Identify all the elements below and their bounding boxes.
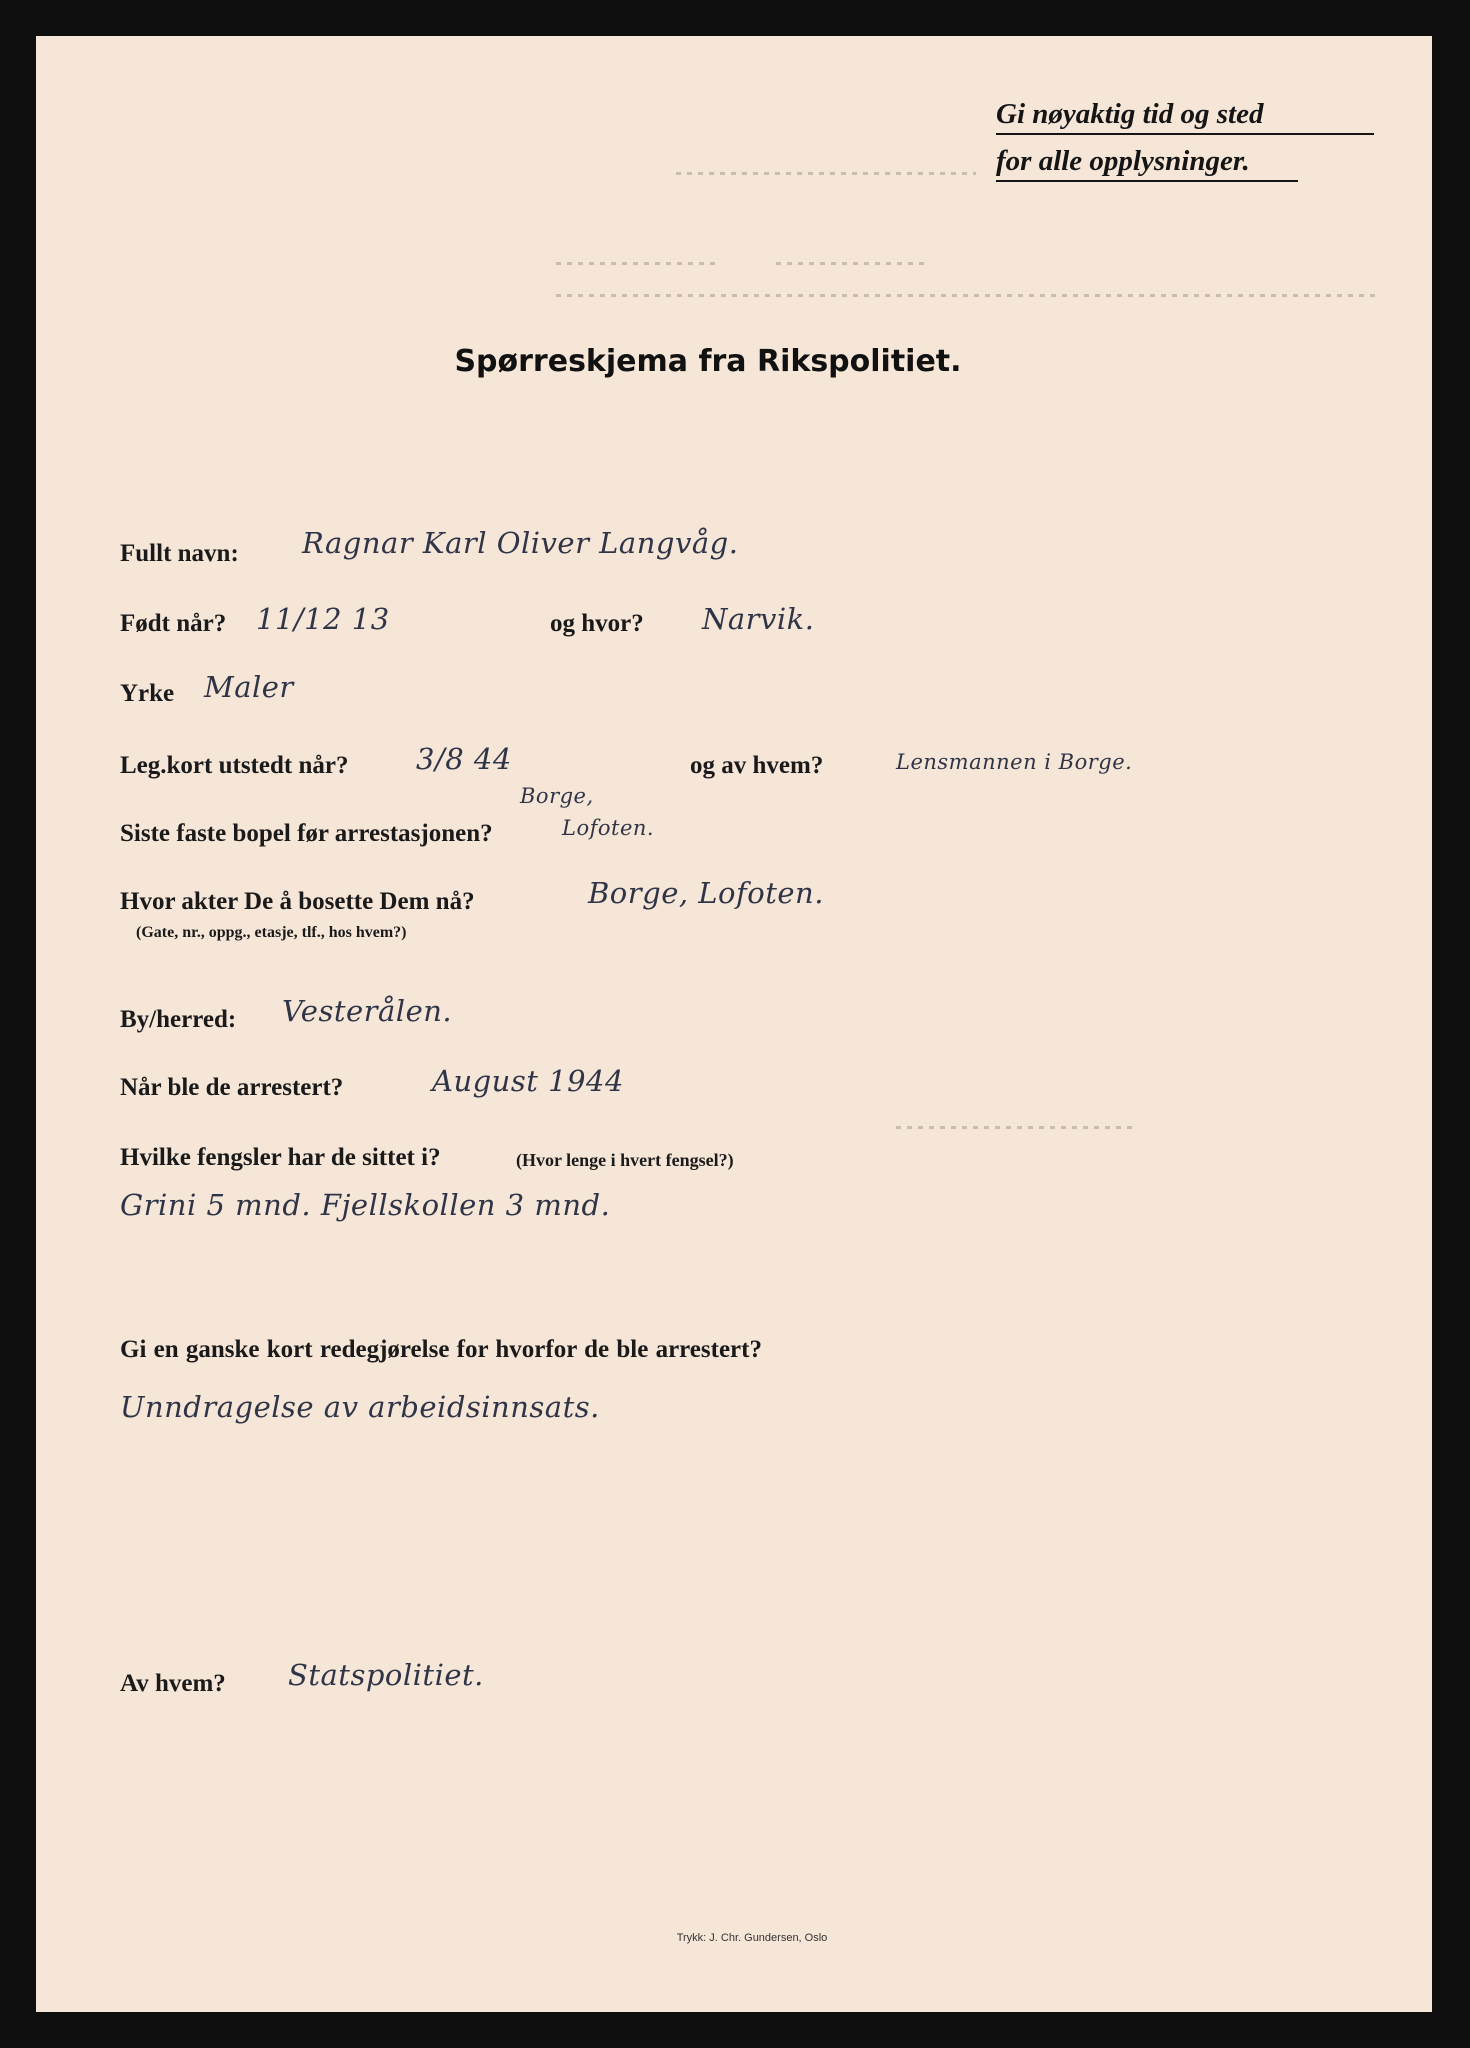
full-name-label: Fullt navn: (120, 540, 239, 567)
future-address-note: (Gate, nr., oppg., etasje, tlf., hos hvem?) (136, 924, 407, 941)
future-address-value: Borge, Lofoten. (588, 876, 824, 910)
municipality-label: By/herred: (120, 1006, 237, 1033)
id-issued-by-value: Lensmannen i Borge. (896, 750, 1133, 774)
instruction-box (996, 98, 1374, 192)
occupation-label: Yrke (120, 680, 175, 707)
occupation-value: Maler (204, 670, 294, 704)
prisons-value: Grini 5 mnd. Fjellskollen 3 mnd. (120, 1188, 611, 1222)
future-address-label: Hvor akter De å bosette Dem nå? (120, 888, 475, 915)
arrested-by-label: Av hvem? (120, 1670, 226, 1697)
bleed-through-mark (556, 294, 1376, 297)
born-when-value: 11/12 13 (256, 602, 390, 636)
arrested-when-value: August 1944 (432, 1064, 624, 1098)
id-issued-when-label: Leg.kort utstedt når? (120, 752, 349, 779)
last-address-label: Siste faste bopel før arrestasjonen? (120, 820, 493, 847)
instruction-line-1: Gi nøyaktig tid og sted (996, 98, 1374, 135)
bleed-through-mark (896, 1126, 1136, 1129)
form-page (36, 36, 1432, 2012)
prisons-label: Hvilke fengsler har de sittet i? (120, 1144, 441, 1171)
born-when-label: Født når? (120, 610, 227, 637)
born-where-label: og hvor? (550, 610, 644, 637)
born-where-value: Narvik. (702, 602, 815, 636)
prisons-note: (Hvor lenge i hvert fengsel?) (516, 1150, 734, 1170)
bleed-through-mark (776, 262, 926, 265)
reason-value: Unndragelse av arbeidsinnsats. (120, 1390, 600, 1424)
id-issued-when-value: 3/8 44 (416, 742, 512, 776)
reason-label: Gi en ganske kort redegjørelse for hvorfor de ble arrestert? (120, 1336, 762, 1363)
instruction-line-2: for alle opplysninger. (996, 145, 1298, 182)
form-title: Spørreskjema fra Rikspolitiet. (454, 344, 962, 379)
bleed-through-mark (556, 262, 716, 265)
arrested-when-label: Når ble de arrestert? (120, 1074, 344, 1101)
printer-imprint: Trykk: J. Chr. Gundersen, Oslo (676, 1932, 828, 1944)
arrested-by-value: Statspolitiet. (288, 1658, 484, 1692)
last-address-value: Lofoten. (562, 816, 655, 840)
municipality-value: Vesterålen. (282, 994, 453, 1028)
bleed-through-mark (676, 172, 976, 175)
id-issued-by-label: og av hvem? (690, 752, 824, 779)
full-name-value: Ragnar Karl Oliver Langvåg. (302, 526, 739, 560)
last-address-value-top: Borge, (520, 784, 594, 808)
